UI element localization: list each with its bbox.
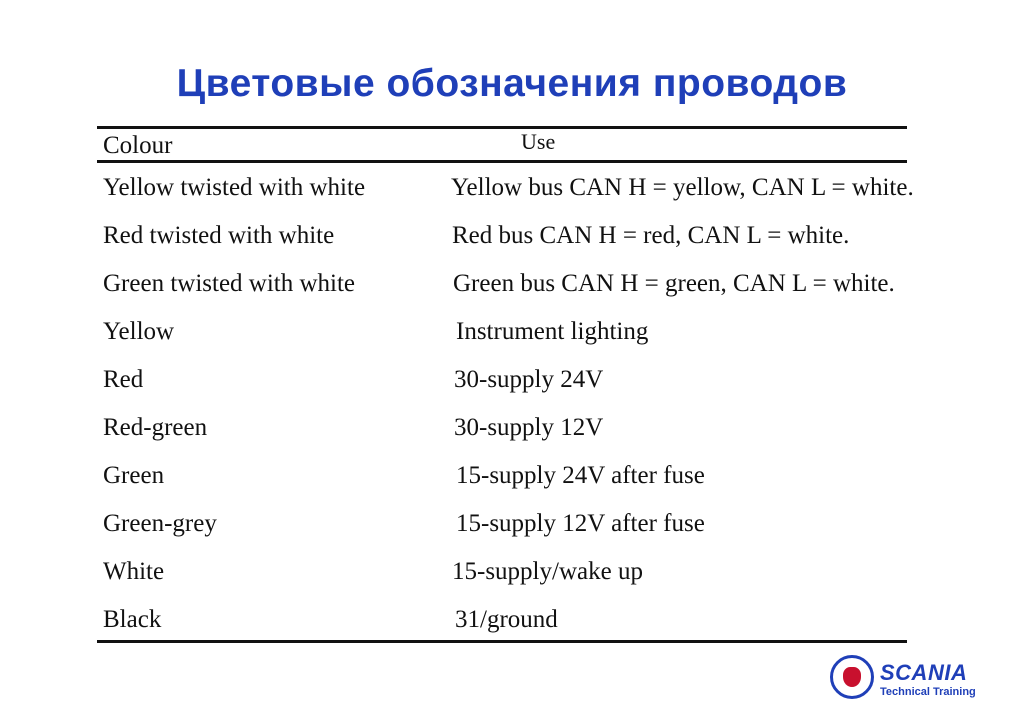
row-use-cell: 15-supply/wake up bbox=[452, 558, 643, 585]
table-bottom-rule bbox=[97, 640, 907, 643]
table-header-rule bbox=[97, 160, 907, 163]
table-top-rule bbox=[97, 126, 907, 129]
griffin-emblem-icon bbox=[830, 655, 874, 699]
row-colour-cell: Yellow bbox=[103, 318, 175, 345]
row-use-cell: Yellow bus CAN H = yellow, CAN L = white. bbox=[451, 174, 914, 201]
row-colour-cell: Red twisted with white bbox=[103, 222, 335, 249]
logo-brand-text: SCANIA bbox=[880, 660, 968, 685]
row-colour-cell: Green bbox=[103, 462, 165, 489]
row-colour-cell: Red-green bbox=[103, 414, 208, 441]
row-use-cell: 31/ground bbox=[455, 606, 558, 633]
row-colour-cell: Green-grey bbox=[103, 510, 217, 537]
row-colour-cell: Red bbox=[103, 366, 144, 393]
row-use-cell: 15-supply 24V after fuse bbox=[456, 462, 705, 489]
row-use-cell: Red bus CAN H = red, CAN L = white. bbox=[452, 222, 850, 249]
scania-logo bbox=[830, 655, 1000, 705]
row-use-cell: 30-supply 12V bbox=[454, 414, 604, 441]
logo-subtitle: Technical Training bbox=[880, 686, 976, 698]
row-colour-cell: Yellow twisted with white bbox=[103, 174, 366, 201]
page-title: Цветовые обозначения проводов bbox=[176, 62, 848, 105]
row-colour-cell: Green twisted with white bbox=[103, 270, 356, 297]
row-colour-cell: White bbox=[103, 558, 165, 585]
row-use-cell: 15-supply 12V after fuse bbox=[456, 510, 705, 537]
row-use-cell: 30-supply 24V bbox=[454, 366, 604, 393]
row-colour-cell: Black bbox=[103, 606, 162, 633]
column-header-use: Use bbox=[521, 129, 556, 154]
column-header-colour: Colour bbox=[103, 132, 173, 159]
row-use-cell: Green bus CAN H = green, CAN L = white. bbox=[453, 270, 895, 297]
row-use-cell: Instrument lighting bbox=[456, 318, 649, 345]
